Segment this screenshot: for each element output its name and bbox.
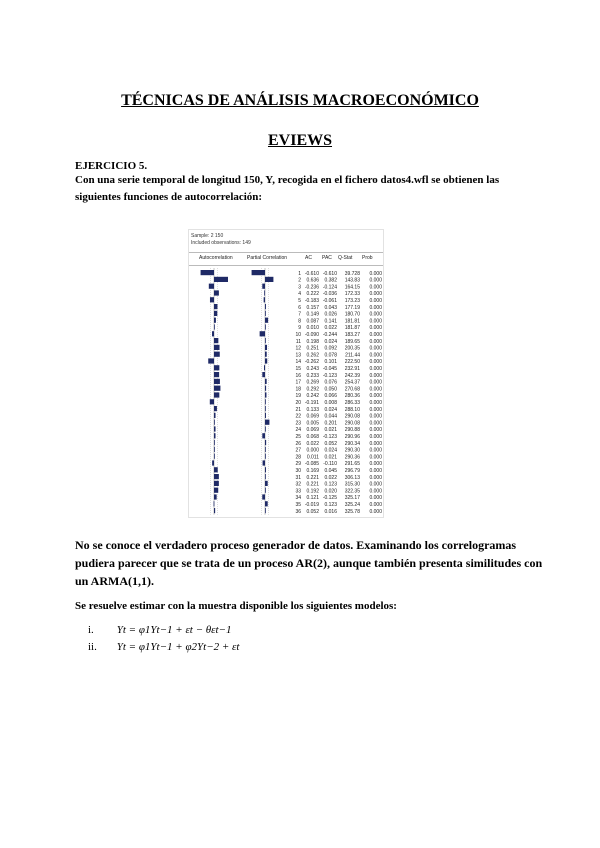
ac-bar <box>214 345 220 350</box>
lag-label: 30 <box>295 468 301 474</box>
q-stat-value: 291.65 <box>344 461 360 468</box>
q-stat-value: 164.15 <box>344 284 360 291</box>
pac-bar <box>265 501 268 506</box>
ac-bar <box>214 494 217 499</box>
pac-value: 0.045 <box>324 468 337 474</box>
ac-value: 0.121 <box>306 495 319 502</box>
ac-value: 0.068 <box>306 434 319 440</box>
pac-value: -0.036 <box>322 291 337 298</box>
ac-value: 0.636 <box>306 277 319 284</box>
prob-value: 0.000 <box>369 413 382 420</box>
q-stat-value: 325.24 <box>344 502 360 508</box>
exercise-heading: EJERCICIO 5. <box>75 160 148 172</box>
prob-value: 0.000 <box>369 454 382 461</box>
prob-value: 0.000 <box>369 372 382 379</box>
ac-bar <box>214 277 228 282</box>
q-stat-value: 322.35 <box>344 488 360 495</box>
prob-value: 0.000 <box>369 502 382 508</box>
q-stat-value: 290.08 <box>344 420 360 427</box>
pac-value: 0.201 <box>324 420 337 427</box>
correlogram-plot <box>189 230 383 517</box>
pac-value: -0.123 <box>322 434 337 440</box>
ac-bar <box>214 447 215 452</box>
ac-value: 0.069 <box>306 427 319 434</box>
prob-value: 0.000 <box>369 359 382 366</box>
ac-value: 0.269 <box>306 379 319 386</box>
lag-label: 5 <box>298 298 301 304</box>
prob-value: 0.000 <box>369 495 382 502</box>
ac-value: -0.183 <box>304 298 319 304</box>
ac-bar <box>210 297 214 302</box>
q-stat-value: 189.65 <box>344 338 360 345</box>
lag-label: 25 <box>295 434 301 440</box>
pac-bar <box>265 318 268 323</box>
ac-bar <box>214 440 215 445</box>
q-stat-value: 143.83 <box>344 277 360 284</box>
document-subtitle: EVIEWS <box>267 132 333 149</box>
lag-label: 32 <box>295 481 301 488</box>
pac-value: 0.123 <box>324 481 337 488</box>
ac-value: 0.087 <box>306 318 319 325</box>
ac-value: 0.022 <box>306 440 319 447</box>
pac-bar <box>265 413 266 418</box>
prob-value: 0.000 <box>369 393 382 400</box>
q-stat-value: 181.87 <box>344 325 360 332</box>
ac-value: 0.169 <box>306 468 319 474</box>
prob-value: 0.000 <box>369 304 382 311</box>
pac-value: -0.610 <box>322 270 337 277</box>
lag-label: 3 <box>298 284 301 291</box>
ac-value: -0.085 <box>304 461 319 468</box>
pac-bar <box>263 460 265 465</box>
ac-bar <box>214 338 218 343</box>
pac-bar <box>265 467 266 472</box>
pac-value: -0.061 <box>322 298 337 304</box>
prob-value: 0.000 <box>369 366 382 372</box>
lag-label: 20 <box>295 400 301 406</box>
ac-value: -0.090 <box>304 332 319 338</box>
ac-bar <box>214 392 219 397</box>
lag-label: 13 <box>295 352 301 359</box>
q-stat-value: 290.88 <box>344 427 360 434</box>
q-stat-value: 222.50 <box>344 359 360 366</box>
q-stat-value: 200.35 <box>344 345 360 352</box>
lag-label: 31 <box>295 474 301 481</box>
q-stat-value: 325.17 <box>344 495 360 502</box>
prob-value: 0.000 <box>369 481 382 488</box>
ac-bar <box>214 318 216 323</box>
lag-label: 14 <box>295 359 301 366</box>
ac-bar <box>214 467 218 472</box>
pac-value: 0.092 <box>324 345 337 352</box>
prob-value: 0.000 <box>369 311 382 318</box>
ac-bar <box>214 290 219 295</box>
lag-label: 35 <box>295 502 301 508</box>
prob-value: 0.000 <box>369 420 382 427</box>
lag-label: 19 <box>295 393 301 400</box>
pac-bar <box>265 324 266 329</box>
lag-label: 12 <box>295 345 301 352</box>
q-stat-value: 242.39 <box>344 372 360 379</box>
lag-label: 8 <box>298 318 301 325</box>
ac-value: 0.133 <box>306 406 319 413</box>
pac-bar <box>265 386 266 391</box>
ac-bar <box>209 284 214 289</box>
model-equation: Yt = φ1Yt−1 + εt − θεt−1 <box>116 624 232 636</box>
ac-bar <box>214 454 215 459</box>
lag-label: 9 <box>298 325 301 332</box>
ac-bar <box>214 324 215 329</box>
ac-value: 0.052 <box>306 508 319 515</box>
ac-value: 0.192 <box>306 488 319 495</box>
ac-value: 0.242 <box>306 393 319 400</box>
q-stat-value: 172.33 <box>344 291 360 298</box>
ac-value: 0.157 <box>306 304 319 311</box>
pac-bar <box>265 508 266 513</box>
pac-value: 0.123 <box>324 502 337 508</box>
lag-label: 21 <box>295 406 301 413</box>
prob-value: 0.000 <box>369 474 382 481</box>
prob-value: 0.000 <box>369 338 382 345</box>
pac-bar <box>264 365 265 370</box>
prob-value: 0.000 <box>369 277 382 284</box>
ac-value: 0.149 <box>306 311 319 318</box>
pac-value: 0.021 <box>324 454 337 461</box>
pac-value: 0.024 <box>324 406 337 413</box>
correlogram-sample: Sample: 2 150 <box>191 233 224 239</box>
q-stat-value: 181.81 <box>344 318 360 325</box>
models-intro: Se resuelve estimar con la muestra disponible los siguientes modelos: <box>75 600 397 612</box>
document-title: TÉCNICAS DE ANÁLISIS MACROECONÓMICO <box>121 92 479 109</box>
prob-value: 0.000 <box>369 427 382 434</box>
pac-bar <box>262 494 265 499</box>
prob-value: 0.000 <box>369 284 382 291</box>
ac-value: 0.069 <box>306 413 319 420</box>
pac-value: 0.078 <box>324 352 337 359</box>
pac-value: 0.024 <box>324 447 337 454</box>
lag-label: 17 <box>295 379 301 386</box>
q-stat-value: 290.30 <box>344 447 360 454</box>
prob-header: Prob <box>362 255 373 261</box>
pac-value: 0.024 <box>324 338 337 345</box>
prob-value: 0.000 <box>369 379 382 386</box>
pac-bar <box>265 406 266 411</box>
intro-paragraph: Con una serie temporal de longitud 150, Y, recogida en el fichero datos4.wfl se obtienen las siguientes funciones de autocorrelación: <box>75 174 500 203</box>
ac-value: 0.198 <box>306 338 319 345</box>
q-stat-value: 183.27 <box>344 332 360 338</box>
prob-value: 0.000 <box>369 468 382 474</box>
pac-value: -0.124 <box>322 284 337 291</box>
correlogram-image <box>188 229 384 518</box>
correlogram-observations: Included observations: 149 <box>191 240 251 246</box>
lag-label: 23 <box>295 420 301 427</box>
q-stat-value: 173.23 <box>344 298 360 304</box>
ac-bar <box>214 372 219 377</box>
pac-value: 0.052 <box>324 440 337 447</box>
prob-value: 0.000 <box>369 345 382 352</box>
pac-bar <box>265 454 266 459</box>
ac-bar <box>212 331 214 336</box>
q-stat-value: 211.44 <box>345 352 360 359</box>
q-stat-value: 286.33 <box>344 400 360 406</box>
prob-value: 0.000 <box>369 406 382 413</box>
pac-bar <box>265 277 273 282</box>
pac-value: 0.026 <box>324 311 337 318</box>
ac-value: 0.010 <box>306 325 319 332</box>
pac-value: 0.043 <box>324 304 337 311</box>
prob-value: 0.000 <box>369 325 382 332</box>
pac-value: 0.016 <box>324 508 337 515</box>
prob-value: 0.000 <box>369 461 382 468</box>
pac-bar <box>265 358 267 363</box>
q-stat-value: 296.79 <box>344 468 360 474</box>
lag-label: 28 <box>295 454 301 461</box>
ac-bar <box>214 433 215 438</box>
ac-bar <box>214 352 220 357</box>
q-header: Q-Stat <box>338 255 353 261</box>
lag-label: 15 <box>295 366 301 372</box>
pac-bar <box>264 297 265 302</box>
ac-bar <box>212 460 214 465</box>
ac-bar <box>214 474 219 479</box>
lag-label: 33 <box>295 488 301 495</box>
ac-value: 0.292 <box>306 386 319 393</box>
q-stat-value: 290.08 <box>344 413 360 420</box>
prob-value: 0.000 <box>369 400 382 406</box>
ac-bar <box>214 426 216 431</box>
pac-value: 0.066 <box>324 393 337 400</box>
prob-value: 0.000 <box>369 386 382 393</box>
pac-value: 0.101 <box>324 359 337 366</box>
ac-value: 0.262 <box>306 352 319 359</box>
prob-value: 0.000 <box>369 291 382 298</box>
q-stat-value: 325.78 <box>344 508 360 515</box>
ac-value: 0.222 <box>306 291 319 298</box>
ac-value: 0.243 <box>306 366 319 372</box>
model-equation: Yt = φ1Yt−1 + φ2Yt−2 + εt <box>116 641 240 653</box>
pac-bar <box>265 352 267 357</box>
pac-value: -0.110 <box>323 461 337 468</box>
lag-label: 2 <box>298 277 301 284</box>
ac-value: -0.191 <box>304 400 319 406</box>
pac-value: 0.050 <box>324 386 337 393</box>
lag-label: 6 <box>298 304 301 311</box>
ac-bar <box>201 270 214 275</box>
ac-bar <box>210 399 214 404</box>
ac-bar <box>214 386 220 391</box>
ac-bar <box>214 508 215 513</box>
pac-value: -0.125 <box>322 495 337 502</box>
ac-header: AC <box>305 255 312 261</box>
pac-value: -0.244 <box>322 332 337 338</box>
lag-label: 18 <box>295 386 301 393</box>
pac-value: 0.076 <box>324 379 337 386</box>
ac-bar <box>214 501 215 506</box>
pac-value: -0.045 <box>322 366 337 372</box>
lag-label: 22 <box>295 413 301 420</box>
pac-bar <box>265 304 266 309</box>
ac-value: -0.236 <box>304 284 319 291</box>
ac-plot-header: Autocorrelation <box>199 255 233 261</box>
ac-value: 0.251 <box>306 345 319 352</box>
pac-bar <box>265 420 269 425</box>
q-stat-value: 254.37 <box>344 379 360 386</box>
pac-bar <box>265 426 266 431</box>
pac-bar <box>260 331 265 336</box>
prob-value: 0.000 <box>369 434 382 440</box>
pac-bar <box>265 399 266 404</box>
ac-value: -0.262 <box>304 359 319 366</box>
pac-bar <box>265 311 266 316</box>
pac-bar <box>265 345 267 350</box>
pac-bar <box>265 447 266 452</box>
prob-value: 0.000 <box>369 270 382 277</box>
pac-value: -0.123 <box>322 372 337 379</box>
model-number: i. <box>88 624 94 636</box>
prob-value: 0.000 <box>369 440 382 447</box>
model-number: ii. <box>88 641 97 653</box>
q-stat-value: 39.728 <box>344 270 360 277</box>
model-item <box>88 624 231 636</box>
ac-bar <box>214 481 219 486</box>
ac-bar <box>214 379 220 384</box>
lag-label: 11 <box>295 338 301 345</box>
model-item <box>88 641 239 653</box>
lag-label: 10 <box>295 332 301 338</box>
ac-bar <box>214 304 217 309</box>
pac-value: 0.022 <box>324 474 337 481</box>
prob-value: 0.000 <box>369 508 382 515</box>
lag-label: 34 <box>295 495 301 502</box>
pac-value: 0.141 <box>324 318 337 325</box>
ac-bar <box>214 420 215 425</box>
lag-label: 36 <box>295 508 301 515</box>
ac-bar <box>214 406 217 411</box>
pac-value: 0.020 <box>324 488 337 495</box>
pac-bar <box>265 474 266 479</box>
conclusion-paragraph: No se conoce el verdadero proceso generador de datos. Examinando los correlogramas pudiera parecer que se trata de un proceso AR(2), aunque también presenta similitudes con un ARMA(1,1). <box>75 538 543 588</box>
pac-value: 0.044 <box>324 413 337 420</box>
pac-bar <box>265 488 266 493</box>
pac-bar <box>265 379 267 384</box>
lag-label: 26 <box>295 440 301 447</box>
pac-bar <box>264 290 265 295</box>
pac-bar <box>265 481 268 486</box>
pac-bar <box>265 392 266 397</box>
prob-value: 0.000 <box>369 318 382 325</box>
prob-value: 0.000 <box>369 332 382 338</box>
ac-value: 0.233 <box>306 372 319 379</box>
pac-value: 0.382 <box>324 277 337 284</box>
lag-label: 1 <box>298 270 301 277</box>
ac-bar <box>214 488 218 493</box>
lag-label: 27 <box>295 447 301 454</box>
pac-bar <box>265 338 266 343</box>
pac-plot-header: Partial Correlation <box>247 255 288 261</box>
ac-value: -0.019 <box>304 502 319 508</box>
pac-bar <box>262 284 265 289</box>
q-stat-value: 232.91 <box>344 366 360 372</box>
pac-bar <box>252 270 265 275</box>
ac-bar <box>214 413 216 418</box>
pac-value: 0.022 <box>324 325 337 332</box>
lag-label: 16 <box>295 372 301 379</box>
lag-label: 7 <box>298 311 301 318</box>
pac-bar <box>265 440 266 445</box>
ac-bar <box>214 365 219 370</box>
pac-value: 0.021 <box>324 427 337 434</box>
pac-header: PAC <box>322 255 332 261</box>
q-stat-value: 177.19 <box>344 304 360 311</box>
q-stat-value: 288.10 <box>344 406 360 413</box>
pac-bar <box>262 433 265 438</box>
q-stat-value: 306.13 <box>344 474 360 481</box>
q-stat-value: 180.70 <box>344 311 360 318</box>
prob-value: 0.000 <box>369 447 382 454</box>
ac-bar <box>208 358 214 363</box>
prob-value: 0.000 <box>369 352 382 359</box>
q-stat-value: 270.68 <box>344 386 360 393</box>
q-stat-value: 290.34 <box>344 440 360 447</box>
ac-value: 0.221 <box>306 481 319 488</box>
ac-value: 0.005 <box>306 420 319 427</box>
ac-value: 0.011 <box>306 454 319 461</box>
pac-value: 0.008 <box>324 400 337 406</box>
pac-bar <box>262 372 265 377</box>
prob-value: 0.000 <box>369 298 382 304</box>
ac-value: 0.000 <box>306 447 319 454</box>
lag-label: 24 <box>295 427 301 434</box>
lag-label: 29 <box>295 461 301 468</box>
lag-label: 4 <box>298 291 301 298</box>
q-stat-value: 280.36 <box>344 393 360 400</box>
prob-value: 0.000 <box>369 488 382 495</box>
ac-value: 0.221 <box>306 474 319 481</box>
ac-bar <box>214 311 217 316</box>
ac-value: -0.610 <box>304 270 319 277</box>
q-stat-value: 315.30 <box>344 481 360 488</box>
q-stat-value: 290.96 <box>344 434 360 440</box>
q-stat-value: 290.36 <box>344 454 360 461</box>
